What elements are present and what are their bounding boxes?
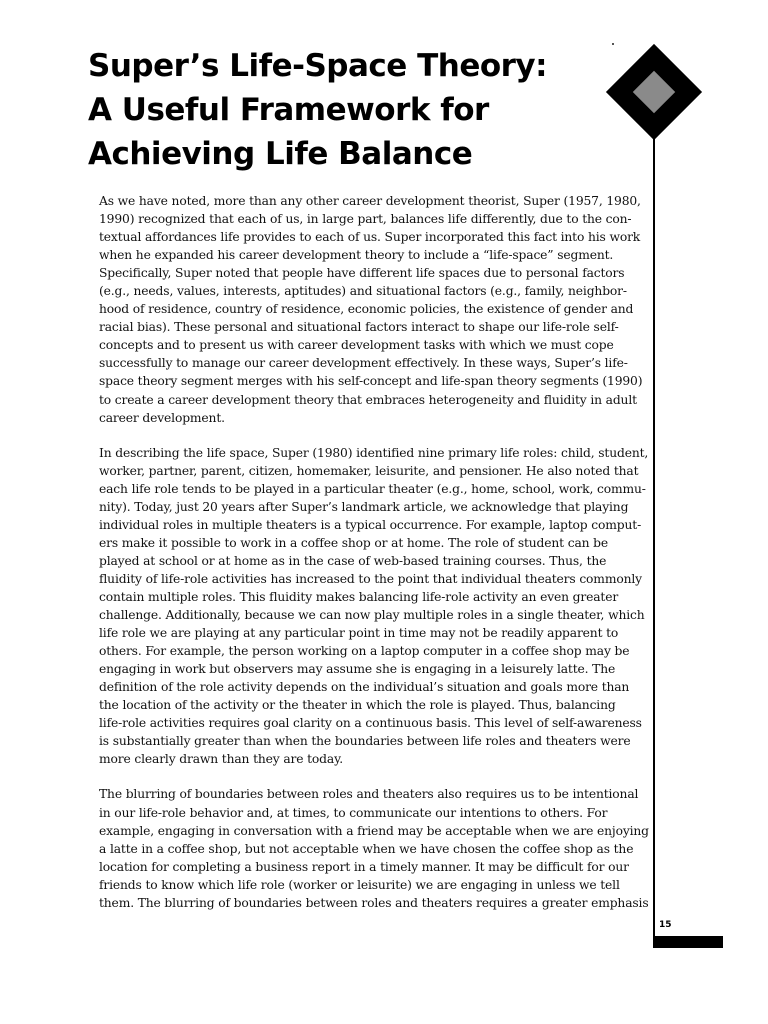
text-line: concepts and to present us with career development tasks with which we must cope [99, 338, 614, 353]
text-line: hood of residence, country of residence, economic policies, the existence of gender and [99, 302, 634, 317]
title-line: Achieving Life Balance [88, 136, 473, 172]
decorative-dot [612, 43, 614, 45]
text-line: them. The blurring of boundaries between roles and theaters requires a greater emphasis [99, 895, 649, 910]
page-number-bar [653, 936, 723, 948]
paragraph-3 [99, 785, 649, 911]
text-line: career development. [99, 410, 225, 425]
text-line: life-role activities requires goal clarity on a continuous basis. This level of self-awareness [99, 716, 642, 731]
text-line: engaging in work but observers may assume she is engaging in a leisurely latte. The [99, 662, 616, 677]
text-line: 1990) recognized that each of us, in large part, balances life differently, due to the con- [99, 212, 632, 227]
text-line: the location of the activity or the theater in which the role is played. Thus, balancing [99, 698, 616, 713]
text-line: each life role tends to be played in a particular theater (e.g., home, school, work, commu- [99, 481, 646, 496]
text-line: location for completing a business report in a timely manner. It may be difficult for our [99, 859, 629, 874]
text-line: worker, partner, parent, citizen, homemaker, leisurite, and pensioner. He also noted that [99, 463, 639, 478]
text-line: life role we are playing at any particular point in time may not be readily apparent to [99, 626, 619, 641]
text-line: Specifically, Super noted that people have different life spaces due to personal factors [99, 266, 625, 281]
text-line: challenge. Additionally, because we can now play multiple roles in a single theater, which [99, 608, 645, 623]
page-number: 15 [659, 920, 672, 930]
title-line: A Useful Framework for [88, 92, 489, 128]
text-line: The blurring of boundaries between roles and theaters also requires us to be intentional [99, 787, 639, 802]
text-line: fluidity of life-role activities has increased to the point that individual theaters commonly [99, 571, 642, 586]
article-body [99, 192, 649, 929]
text-line: in our life-role behavior and, at times, to communicate our intentions to others. For [99, 805, 608, 820]
text-line: textual affordances life provides to each of us. Super incorporated this fact into his work [99, 230, 641, 245]
page-title [88, 44, 608, 176]
paragraph-1 [99, 192, 643, 427]
text-line: individual roles in multiple theaters is a typical occurrence. For example, laptop comput- [99, 517, 642, 532]
text-line: to create a career development theory that embraces heterogeneity and fluidity in adult [99, 392, 637, 407]
text-line: In describing the life space, Super (1980) identified nine primary life roles: child, student, [99, 445, 649, 460]
text-line: more clearly drawn than they are today. [99, 752, 343, 767]
paragraph-2 [99, 444, 649, 769]
text-line: ers make it possible to work in a coffee shop or at home. The role of student can be [99, 535, 609, 550]
text-line: space theory segment merges with his self-concept and life-span theory segments (1990) [99, 374, 643, 389]
text-line: example, engaging in conversation with a friend may be acceptable when we are enjoying [99, 823, 649, 838]
text-line: others. For example, the person working on a laptop computer in a coffee shop may be [99, 644, 630, 659]
text-line: (e.g., needs, values, interests, aptitudes) and situational factors (e.g., family, neighbor- [99, 284, 627, 299]
vertical-rule [653, 120, 655, 948]
text-line: definition of the role activity depends on the individual’s situation and goals more than [99, 680, 630, 695]
text-line: As we have noted, more than any other career development theorist, Super (1957, 1980, [99, 194, 641, 208]
text-line: is substantially greater than when the boundaries between life roles and theaters were [99, 734, 631, 749]
text-line: successfully to manage our career development effectively. In these ways, Super’s life- [99, 356, 628, 371]
text-line: friends to know which life role (worker or leisurite) we are engaging in unless we tell [99, 877, 620, 892]
text-line: racial bias). These personal and situational factors interact to shape our life-role self- [99, 320, 619, 335]
text-line: when he expanded his career development theory to include a “life-space” segment. [99, 248, 614, 263]
text-line: a latte in a coffee shop, but not acceptable when we have chosen the coffee shop as the [99, 841, 634, 856]
text-line: nity). Today, just 20 years after Super’s landmark article, we acknowledge that playing [99, 499, 629, 514]
text-line: played at school or at home as in the case of web-based training courses. Thus, the [99, 553, 607, 568]
title-line: Super’s Life-Space Theory: [88, 48, 548, 84]
text-line: contain multiple roles. This fluidity makes balancing life-role activity an even greater [99, 589, 619, 604]
